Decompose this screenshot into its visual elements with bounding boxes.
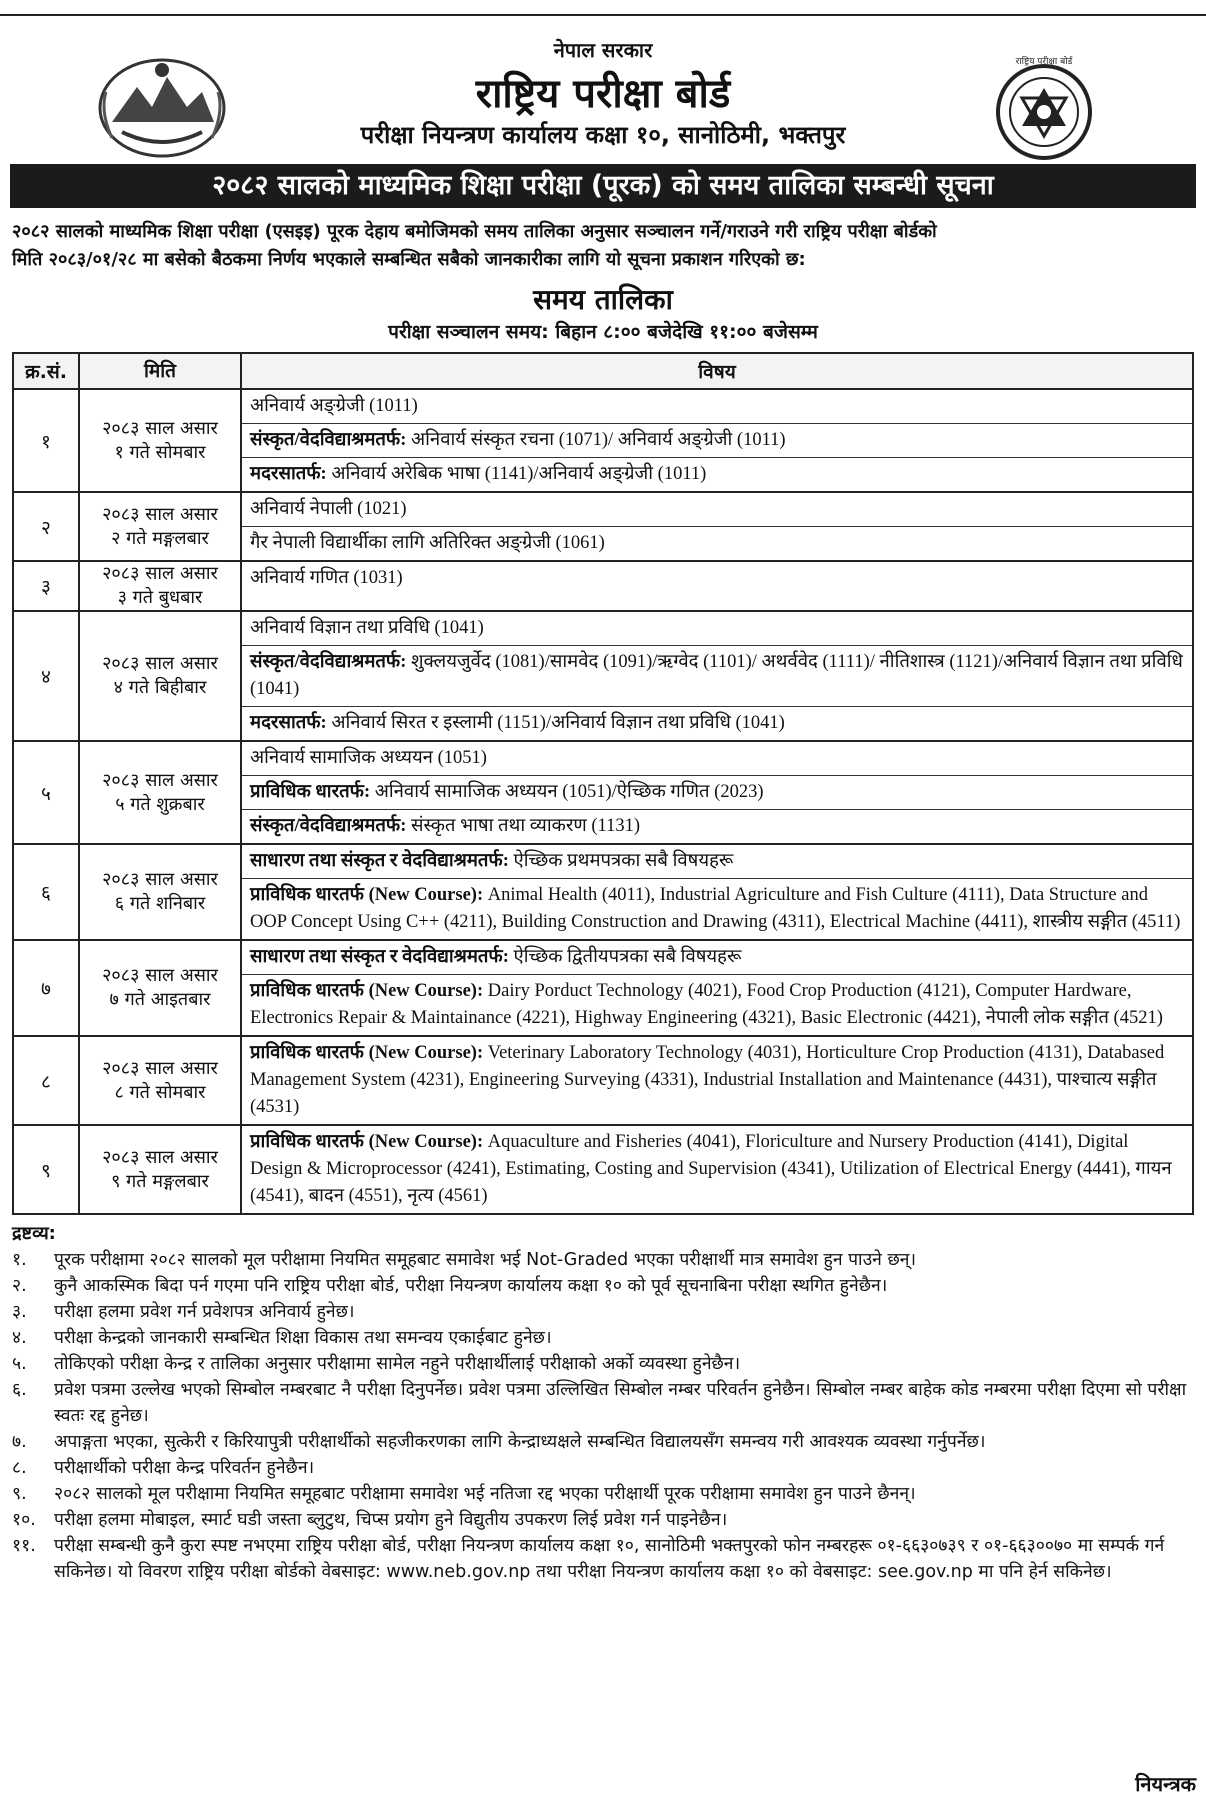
stream-label: मदरसातर्फ: — [250, 464, 327, 484]
row-date-line: २०८३ साल असार — [102, 417, 218, 439]
note-text: पूरक परीक्षामा २०८२ सालको मूल परीक्षामा नियमित समूहबाट समावेश भई Not-Graded भएका परीक्षार्थी मात्र समावेश हुन पाउने छन्। — [54, 1250, 917, 1270]
table-row — [14, 1035, 1192, 1124]
row-date-line: ८ गते सोमबार — [114, 1081, 206, 1103]
row-date-line: १ गते सोमबार — [114, 441, 206, 463]
neb-logo-icon — [988, 52, 1100, 164]
subject-text: Animal Health (4011), Industrial Agriculture and Fish Culture (4111), Data Structure and OOP Concept Using C++ (4211), Building Construction and Drawing (4311), Electrical Machine (4411), शास्त्रीय सङ्गीत (4511) — [250, 885, 1181, 932]
row-date — [80, 845, 242, 939]
stream-label: मदरसातर्फ: — [250, 713, 327, 733]
note-item — [12, 1273, 1194, 1299]
letterhead — [0, 30, 1206, 150]
table-row — [14, 939, 1192, 1035]
row-date-line: २०८३ साल असार — [102, 769, 218, 791]
row-date-line: ६ गते शनिबार — [114, 893, 206, 914]
note-item — [12, 1351, 1194, 1377]
subject-line — [242, 706, 1192, 740]
stream-label: प्राविधिक धारतर्फ (New Course): — [250, 981, 484, 1001]
row-sn: ३ — [14, 562, 80, 610]
row-date-line: २०८३ साल असार — [102, 1057, 218, 1079]
stream-label: संस्कृत/वेदविद्याश्रमतर्फ: — [250, 652, 407, 672]
row-date-line: २०८३ साल असार — [102, 869, 218, 890]
note-number: ११. — [12, 1536, 36, 1556]
stream-label: प्राविधिक धारतर्फ (New Course): — [250, 1132, 484, 1152]
subject-text: Aquaculture and Fisheries (4041), Floriculture and Nursery Production (4141), Digital Design & Microprocessor (4241), Estimating, Costing and Supervision (4341), Utilization of Electrical Energy (4441), गायन (4541), बादन (4551), नृत्य (4561) — [250, 1132, 1172, 1206]
subject-text: गैर नेपाली विद्यार्थीका लागि अतिरिक्त अङ्ग्रेजी (1061) — [250, 533, 605, 553]
table-row — [14, 610, 1192, 740]
logo-caption: राष्ट्रिय परीक्षा बोर्ड — [1015, 57, 1073, 67]
note-number: २. — [12, 1276, 27, 1296]
note-text: २०८२ सालको मूल परीक्षामा नियमित समूहबाट परीक्षामा समावेश भई नतिजा रद्द भएका परीक्षार्थी पूरक परीक्षामा समावेश हुन पाउने छैनन्। — [54, 1484, 916, 1504]
row-sn: २ — [14, 493, 80, 560]
row-date-line: २०८३ साल असार — [102, 653, 218, 674]
row-subjects — [242, 1037, 1192, 1124]
row-subjects — [242, 1126, 1192, 1213]
subject-text: शुक्लयजुर्वेद (1081)/सामवेद (1091)/ऋग्वेद (1101)/ अथर्ववेद (1111)/ नीतिशास्त्र (1121)/अनिवार्य विज्ञान तथा प्रविधि (1041) — [250, 652, 1183, 699]
row-date-line: २०८३ साल असार — [102, 503, 218, 525]
intro-line: २०८२ सालको माध्यमिक शिक्षा परीक्षा (एसइइ) पूरक देहाय बमोजिमको समय तालिका अनुसार सञ्चालन गर्ने/गराउने गरी राष्ट्रिय परीक्षा बोर्डको — [12, 221, 937, 242]
row-date — [80, 1037, 242, 1124]
subject-line — [242, 845, 1192, 878]
note-text: परीक्षार्थीको परीक्षा केन्द्र परिवर्तन हुनेछैन। — [54, 1458, 315, 1478]
note-number: ७. — [12, 1432, 27, 1452]
subject-line — [242, 423, 1192, 457]
subject-text: अनिवार्य सामाजिक अध्ययन (1051)/ऐच्छिक गणित (2023) — [370, 782, 764, 802]
subject-text: अनिवार्य विज्ञान तथा प्रविधि (1041) — [250, 618, 484, 638]
subject-line — [242, 612, 1192, 645]
stream-label: साधारण तथा संस्कृत र वेदविद्याश्रमतर्फ: — [250, 851, 509, 871]
stream-label: प्राविधिक धारतर्फ (New Course): — [250, 1043, 484, 1063]
note-number: १. — [12, 1250, 27, 1270]
row-date — [80, 742, 242, 843]
subject-line — [242, 457, 1192, 491]
row-date-line: ३ गते बुधबार — [117, 587, 203, 608]
top-rule — [0, 14, 1206, 16]
subject-line — [242, 974, 1192, 1035]
row-sn: ४ — [14, 612, 80, 740]
table-row — [14, 740, 1192, 843]
intro-line: मिति २०८३/०१/२८ मा बसेको बैठकमा निर्णय भएकाले सम्बन्धित सबैको जानकारीका लागि यो सूचना प्रकाशन गरिएको छ: — [12, 249, 806, 270]
note-item — [12, 1507, 1194, 1533]
note-text: कुनै आकस्मिक बिदा पर्न गएमा पनि राष्ट्रिय परीक्षा बोर्ड, परीक्षा नियन्त्रण कार्यालय कक्षा १० को पूर्व सूचनाबिना परीक्षा स्थगित हुनेछैन। — [54, 1276, 888, 1296]
note-number: ३. — [12, 1302, 27, 1322]
row-subjects — [242, 562, 1192, 610]
schedule-table — [12, 352, 1194, 1215]
row-sn: १ — [14, 390, 80, 491]
row-date-line: ७ गते आइतबार — [109, 989, 211, 1010]
notes-heading: द्रष्टव्य: — [12, 1223, 56, 1244]
header-subject: विषय — [698, 361, 736, 383]
note-text: परीक्षा हलमा प्रवेश गर्न प्रवेशपत्र अनिवार्य हुनेछ। — [54, 1302, 355, 1322]
subject-text: अनिवार्य संस्कृत रचना (1071)/ अनिवार्य अङ्ग्रेजी (1011) — [406, 430, 786, 450]
row-sn: ५ — [14, 742, 80, 843]
table-row — [14, 843, 1192, 939]
subject-line — [242, 1037, 1192, 1124]
row-subjects — [242, 845, 1192, 939]
note-text: प्रवेश पत्रमा उल्लेख भएको सिम्बोल नम्बरबाट नै परीक्षा दिनुपर्नेछ। प्रवेश पत्रमा उल्लिखित सिम्बोल नम्बर परिवर्तन हुनेछैन। सिम्बोल नम्बर बाहेक कोड नम्बरमा परीक्षा दिएमा सो परीक्षा स्वतः रद्द हुनेछ। — [54, 1380, 1187, 1426]
subject-text: अनिवार्य सिरत र इस्लामी (1151)/अनिवार्य विज्ञान तथा प्रविधि (1041) — [326, 713, 785, 733]
note-item — [12, 1325, 1194, 1351]
row-date — [80, 941, 242, 1035]
row-date — [80, 390, 242, 491]
note-number: ५. — [12, 1354, 27, 1374]
row-date-line: ४ गते बिहीबार — [113, 677, 207, 698]
row-date — [80, 612, 242, 740]
note-item — [12, 1247, 1194, 1273]
row-date-line: २०८३ साल असार — [102, 1146, 218, 1168]
row-subjects — [242, 941, 1192, 1035]
row-sn: ६ — [14, 845, 80, 939]
subject-line — [242, 878, 1192, 939]
table-header-row — [14, 354, 1192, 388]
signature-title: नियन्त्रक — [1135, 1772, 1196, 1796]
header-date: मिति — [80, 354, 242, 388]
note-text: परीक्षा सम्बन्धी कुनै कुरा स्पष्ट नभएमा राष्ट्रिय परीक्षा बोर्ड, परीक्षा नियन्त्रण कार्यालय कक्षा १०, सानोठिमी भक्तपुरको फोन नम्बरहरू ०१-६६३०७३९ र ०१-६६३००७० मा सम्पर्क गर्न सकिनेछ। यो विवरण राष्ट्रिय परीक्षा बोर्डको वेबसाइट: www.neb.gov.np तथा परीक्षा नियन्त्रण कार्यालय कक्षा १० को वेबसाइट: see.gov.np मा पनि हेर्न सकिनेछ। — [54, 1536, 1165, 1582]
office-address: परीक्षा नियन्त्रण कार्यालय कक्षा १०, सानोठिमी, भक्तपुर — [360, 121, 846, 149]
stream-label: साधारण तथा संस्कृत र वेदविद्याश्रमतर्फ: — [250, 947, 509, 967]
schedule-title: समय तालिका — [533, 283, 673, 316]
note-item — [12, 1377, 1194, 1429]
note-text: अपाङ्गता भएका, सुत्केरी र किरियापुत्री परीक्षार्थीको सहजीकरणका लागि केन्द्राध्यक्षले सम्बन्धित विद्यालयसँग समन्वय गरी आवश्यक व्यवस्था गर्नुपर्नेछ। — [54, 1432, 986, 1452]
subject-text: ऐच्छिक द्वितीयपत्रका सबै विषयहरू — [508, 947, 742, 967]
subject-line — [242, 493, 1192, 526]
row-date-line: २ गते मङ्गलबार — [111, 527, 209, 549]
row-date-line: २०८३ साल असार — [102, 965, 218, 986]
subject-line — [242, 775, 1192, 809]
subject-text: Veterinary Laboratory Technology (4031), Horticulture Crop Production (4131), Databased Management System (4231), Engineering Surveying (4331), Industrial Installation and Maintenance (4431), पाश्चात्य सङ्गीत (4531) — [250, 1043, 1165, 1117]
note-item — [12, 1455, 1194, 1481]
row-sn: ८ — [14, 1037, 80, 1124]
notice-banner: २०८२ सालको माध्यमिक शिक्षा परीक्षा (पूरक) को समय तालिका सम्बन्धी सूचना — [10, 164, 1196, 208]
subject-line — [242, 562, 1192, 595]
note-number: ८. — [12, 1458, 27, 1478]
note-number: ९. — [12, 1484, 27, 1504]
row-subjects — [242, 612, 1192, 740]
row-subjects — [242, 742, 1192, 843]
note-text: तोकिएको परीक्षा केन्द्र र तालिका अनुसार परीक्षामा सामेल नहुने परीक्षार्थीलाई परीक्षाको अर्को व्यवस्था हुनेछैन। — [54, 1354, 741, 1374]
subject-text: अनिवार्य सामाजिक अध्ययन (1051) — [250, 748, 487, 768]
row-subjects — [242, 390, 1192, 491]
table-row — [14, 388, 1192, 491]
subject-line — [242, 941, 1192, 974]
row-date-line: ५ गते शुक्रबार — [115, 793, 205, 815]
subject-line — [242, 645, 1192, 706]
row-sn: ७ — [14, 941, 80, 1035]
board-name: राष्ट्रिय परीक्षा बोर्ड — [475, 71, 731, 117]
note-number: ६. — [12, 1380, 27, 1400]
row-subjects — [242, 493, 1192, 560]
row-date — [80, 562, 242, 610]
note-text: परीक्षा केन्द्रको जानकारी सम्बन्धित शिक्षा विकास तथा समन्वय एकाईबाट हुनेछ। — [54, 1328, 552, 1348]
subject-text: अनिवार्य अरेबिक भाषा (1141)/अनिवार्य अङ्ग्रेजी (1011) — [326, 464, 707, 484]
subject-line — [242, 390, 1192, 423]
row-date — [80, 1126, 242, 1213]
subject-text: संस्कृत भाषा तथा व्याकरण (1131) — [406, 816, 641, 836]
subject-text: Dairy Porduct Technology (4021), Food Crop Production (4121), Computer Hardware, Electronics Repair & Maintainance (4221), Highway Engineering (4321), Basic Electronic (4421), नेपाली लोक सङ्गीत (4521) — [250, 981, 1163, 1028]
government-name: नेपाल सरकार — [553, 38, 653, 62]
subject-line — [242, 526, 1192, 560]
row-date — [80, 493, 242, 560]
note-text: परीक्षा हलमा मोबाइल, स्मार्ट घडी जस्ता ब्लुटुथ, चिप्स प्रयोग हुने विद्युतीय उपकरण लिई प्रवेश गर्न पाइनेछैन। — [54, 1510, 728, 1530]
table-row — [14, 1124, 1192, 1213]
notes-section — [12, 1221, 1194, 1585]
subject-text: अनिवार्य अङ्ग्रेजी (1011) — [250, 396, 418, 416]
note-item — [12, 1429, 1194, 1455]
note-number: १०. — [12, 1510, 36, 1530]
note-item — [12, 1299, 1194, 1325]
header-sn: क्र.सं. — [14, 354, 80, 388]
stream-label: प्राविधिक धारतर्फ: — [250, 782, 371, 802]
exam-time: परीक्षा सञ्चालन समय: बिहान ८:०० बजेदेखि ११:०० बजेसम्म — [388, 321, 818, 343]
row-date-line: ९ गते मङ्गलबार — [111, 1170, 209, 1192]
note-item — [12, 1533, 1194, 1585]
subject-line — [242, 742, 1192, 775]
row-date-line: २०८३ साल असार — [102, 563, 218, 584]
row-sn: ९ — [14, 1126, 80, 1213]
subject-text: अनिवार्य नेपाली (1021) — [250, 499, 407, 519]
subject-text: अनिवार्य गणित (1031) — [250, 568, 403, 588]
subject-line — [242, 1126, 1192, 1213]
intro-paragraph — [12, 218, 1192, 274]
stream-label: संस्कृत/वेदविद्याश्रमतर्फ: — [250, 430, 407, 450]
note-number: ४. — [12, 1328, 27, 1348]
subject-text: ऐच्छिक प्रथमपत्रका सबै विषयहरू — [508, 851, 734, 871]
subject-line — [242, 809, 1192, 843]
table-row — [14, 491, 1192, 560]
stream-label: संस्कृत/वेदविद्याश्रमतर्फ: — [250, 816, 407, 836]
stream-label: प्राविधिक धारतर्फ (New Course): — [250, 885, 484, 905]
table-row — [14, 560, 1192, 610]
note-item — [12, 1481, 1194, 1507]
